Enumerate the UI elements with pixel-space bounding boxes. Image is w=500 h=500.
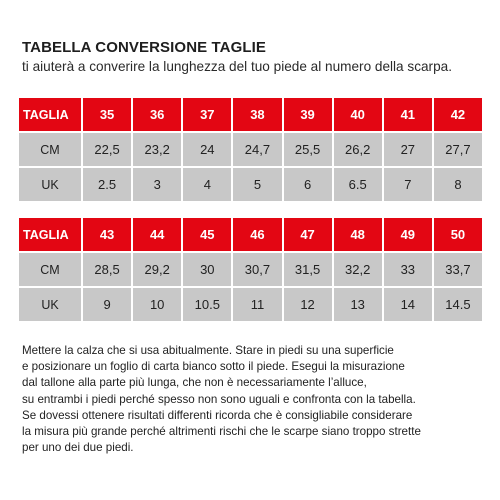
cm-cell: 24	[183, 133, 231, 166]
cm-cell: 30,7	[233, 253, 281, 286]
page-title: TABELLA CONVERSIONE TAGLIE	[22, 39, 266, 56]
size-cell: 48	[334, 218, 382, 251]
table-header-row	[19, 98, 482, 131]
size-cell: 44	[133, 218, 181, 251]
uk-cell: 3	[133, 168, 181, 201]
cm-cell: 30	[183, 253, 231, 286]
uk-cell: 6.5	[334, 168, 382, 201]
uk-cell: 14	[384, 288, 432, 321]
table-header-row	[19, 218, 482, 251]
uk-cell: 6	[284, 168, 332, 201]
size-cell: 47	[284, 218, 332, 251]
size-cell: 38	[233, 98, 281, 131]
table-row-uk	[19, 288, 482, 321]
size-cell: 43	[83, 218, 131, 251]
cm-cell: 26,2	[334, 133, 382, 166]
row-label-cm: CM	[19, 133, 81, 166]
size-table-1	[17, 96, 484, 203]
instruction-line: Se dovessi ottenere risultati differenti ricorda che è consigliabile considerare	[22, 408, 413, 422]
uk-cell: 12	[284, 288, 332, 321]
table-row-cm	[19, 133, 482, 166]
size-cell: 35	[83, 98, 131, 131]
uk-cell: 11	[233, 288, 281, 321]
size-table-2	[17, 216, 484, 323]
cm-cell: 23,2	[133, 133, 181, 166]
row-label-uk: UK	[19, 168, 81, 201]
cm-cell: 31,5	[284, 253, 332, 286]
instruction-line: su entrambi i piedi perché spesso non sono uguali e confronta con la tabella.	[22, 392, 416, 406]
page-subtitle: ti aiuterà a converire la lunghezza del tuo piede al numero della scarpa.	[22, 59, 452, 74]
row-label-taglia: TAGLIA	[19, 218, 81, 251]
cm-cell: 33,7	[434, 253, 482, 286]
cm-cell: 25,5	[284, 133, 332, 166]
size-cell: 41	[384, 98, 432, 131]
size-cell: 50	[434, 218, 482, 251]
uk-cell: 14.5	[434, 288, 482, 321]
instruction-line: Mettere la calza che si usa abitualmente. Stare in piedi su una superficie	[22, 344, 394, 357]
cm-cell: 27,7	[434, 133, 482, 166]
row-label-taglia: TAGLIA	[19, 98, 81, 131]
instruction-line: per uno dei due piedi.	[22, 441, 134, 455]
size-cell: 39	[284, 98, 332, 131]
size-cell: 36	[133, 98, 181, 131]
cm-cell: 29,2	[133, 253, 181, 286]
uk-cell: 10	[133, 288, 181, 321]
cm-cell: 28,5	[83, 253, 131, 286]
size-cell: 45	[183, 218, 231, 251]
row-label-uk: UK	[19, 288, 81, 321]
uk-cell: 7	[384, 168, 432, 201]
uk-cell: 9	[83, 288, 131, 321]
size-cell: 46	[233, 218, 281, 251]
table-row-cm	[19, 253, 482, 286]
uk-cell: 10.5	[183, 288, 231, 321]
size-cell: 49	[384, 218, 432, 251]
cm-cell: 22,5	[83, 133, 131, 166]
uk-cell: 13	[334, 288, 382, 321]
uk-cell: 2.5	[83, 168, 131, 201]
instruction-line: la misura più grande perché altrimenti rischi che le scarpe siano troppo strette	[22, 425, 421, 439]
size-cell: 40	[334, 98, 382, 131]
row-label-cm: CM	[19, 253, 81, 286]
uk-cell: 4	[183, 168, 231, 201]
measurement-instructions	[22, 343, 492, 456]
instruction-line: dal tallone alla parte più lunga, che non è necessariamente l’alluce,	[22, 376, 367, 390]
size-cell: 37	[183, 98, 231, 131]
cm-cell: 33	[384, 253, 432, 286]
size-cell: 42	[434, 98, 482, 131]
cm-cell: 32,2	[334, 253, 382, 286]
instruction-line: e posizionare un foglio di carta bianco sotto il piede. Esegui la misurazione	[22, 360, 405, 374]
cm-cell: 24,7	[233, 133, 281, 166]
uk-cell: 8	[434, 168, 482, 201]
cm-cell: 27	[384, 133, 432, 166]
table-row-uk	[19, 168, 482, 201]
uk-cell: 5	[233, 168, 281, 201]
